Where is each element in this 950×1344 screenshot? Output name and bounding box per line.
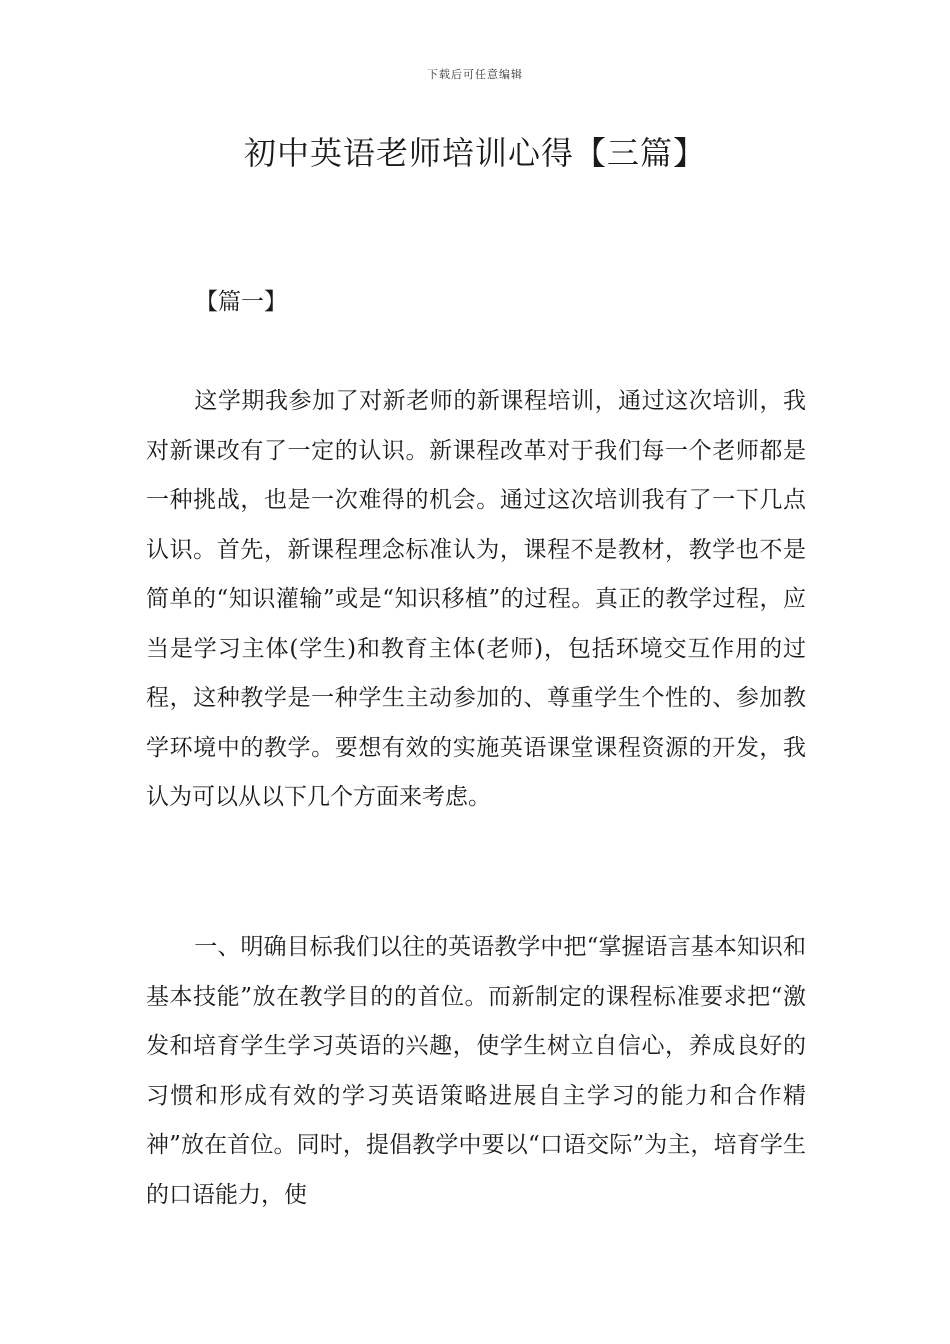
section-label: 【篇一】 (195, 289, 287, 315)
header-note: 下载后可任意编辑 (427, 68, 523, 81)
document-title: 初中英语老师培训心得【三篇】 (243, 134, 706, 172)
body-paragraph-2: 一、明确目标我们以往的英语教学中把“掌握语言基本知识和基本技能”放在教学目的的首位。而新制定的课程标准要求把“激发和培育学生学习英语的兴趣，使学生树立自信心，养成良好的习惯和形成有效的学习英语策略进展自主学习的能力和合作精神”放在首位。同时，提倡教学中要以“口语交际”为主，培育学生的口语能力，使 (146, 934, 806, 1208)
body-paragraph-1: 这学期我参加了对新老师的新课程培训，通过这次培训，我对新课改有了一定的认识。新课程改革对于我们每一个老师都是一种挑战，也是一次难得的机会。通过这次培训我有了一下几点认识。首先，新课程理念标准认为，课程不是教材，教学也不是简单的“知识灌输”或是“知识移植”的过程。真正的教学过程，应当是学习主体(学生)和教育主体(老师)，包括环境交互作用的过程，这种教学是一种学生主动参加的、尊重学生个性的、参加教学环境中的教学。要想有效的实施英语课堂课程资源的开发，我认为可以从以下几个方面来考虑。 (146, 388, 806, 810)
